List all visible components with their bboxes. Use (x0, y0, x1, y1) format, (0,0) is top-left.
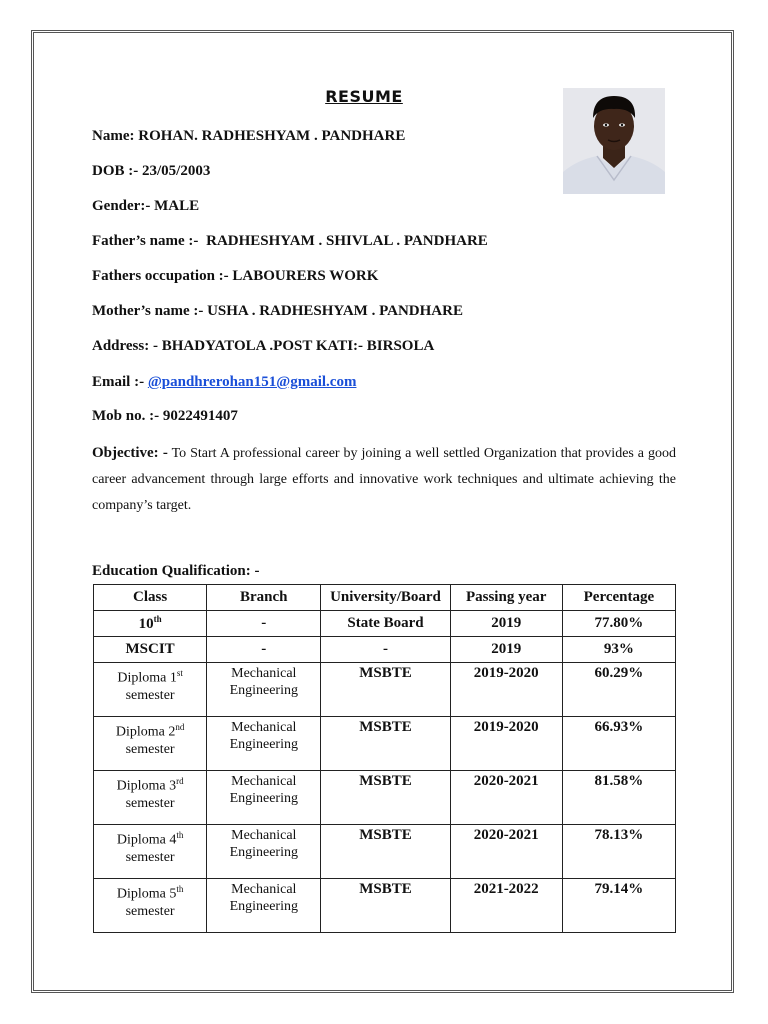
cell-branch (207, 611, 321, 637)
address-value: BHADYATOLA .POST KATI:- BIRSOLA (161, 338, 435, 354)
branch-text: Mechanical (231, 774, 297, 789)
class-text: Diploma 1 (117, 670, 177, 686)
header-university: University/Board (321, 585, 450, 611)
email-field (92, 374, 356, 391)
cell-board-text: MSBTE (359, 665, 412, 681)
cell-board (321, 825, 450, 879)
cell-class (94, 717, 207, 771)
cell-class (94, 879, 207, 933)
cell-percentage (562, 825, 675, 879)
class-text: Diploma 2 (115, 724, 176, 740)
profile-photo (563, 88, 665, 194)
cell-percentage (562, 663, 675, 717)
branch-text: - (261, 641, 267, 657)
cell-board (321, 879, 450, 933)
father-occupation-value: LABOURERS WORK (232, 268, 379, 284)
cell-year-text: 2019 (491, 615, 522, 631)
cell-class (94, 825, 207, 879)
cell-year (450, 611, 562, 637)
branch-text-line2: Engineering (229, 737, 298, 752)
cell-year-text: 2019-2020 (473, 719, 539, 735)
table-row (94, 879, 676, 933)
cell-percentage (562, 717, 675, 771)
class-ordinal: th (153, 614, 162, 624)
cell-class (94, 611, 207, 637)
cell-percentage-text: 60.29% (594, 665, 644, 681)
class-text: Diploma 5 (116, 886, 177, 902)
cell-board-text: State Board (347, 615, 424, 631)
education-table (93, 584, 676, 933)
class-text: MSCIT (125, 641, 175, 657)
cell-year-text: 2021-2022 (473, 881, 539, 897)
table-row (94, 663, 676, 717)
cell-percentage (562, 879, 675, 933)
table-row (94, 825, 676, 879)
cell-branch (207, 717, 321, 771)
header-branch: Branch (207, 585, 321, 611)
email-label: Email :- (92, 374, 145, 390)
address-field (92, 338, 434, 355)
cell-board-text: MSBTE (359, 881, 412, 897)
father-occupation-label: Fathers occupation :- (92, 268, 229, 284)
father-name-label: Father’s name :- (92, 233, 199, 249)
email-link[interactable]: @pandhrerohan151@gmail.com (147, 374, 357, 390)
branch-text: Mechanical (231, 666, 297, 681)
class-text: Diploma 3 (116, 778, 177, 794)
cell-year-text: 2019-2020 (473, 665, 539, 681)
gender-value: MALE (154, 198, 200, 214)
branch-text: - (261, 615, 267, 631)
mobile-label: Mob no. :- (92, 408, 160, 424)
cell-class (94, 637, 207, 663)
cell-percentage-text: 66.93% (594, 719, 644, 735)
cell-board (321, 717, 450, 771)
class-ordinal: rd (176, 776, 184, 786)
class-text-line2: semester (125, 849, 175, 865)
mother-name-field (92, 303, 463, 320)
education-title: Education Qualification: - (92, 563, 260, 579)
gender-field (92, 198, 199, 215)
cell-board (321, 611, 450, 637)
cell-board-text: MSBTE (359, 827, 412, 843)
dob-value: 23/05/2003 (142, 163, 211, 179)
cell-year (450, 637, 562, 663)
cell-year (450, 771, 562, 825)
branch-text: Mechanical (231, 828, 297, 843)
gender-label: Gender:- (92, 198, 151, 214)
branch-text: Mechanical (231, 720, 297, 735)
table-row (94, 717, 676, 771)
cell-percentage (562, 771, 675, 825)
branch-text: Mechanical (231, 882, 297, 897)
class-text-line2: semester (125, 795, 175, 811)
cell-year (450, 663, 562, 717)
cell-year-text: 2020-2021 (473, 773, 539, 789)
name-value: ROHAN. RADHESHYAM . PANDHARE (138, 128, 406, 144)
class-text-line2: semester (125, 687, 175, 703)
cell-percentage-text: 81.58% (594, 773, 644, 789)
class-ordinal: th (176, 830, 184, 840)
cell-branch (207, 771, 321, 825)
cell-percentage-text: 93% (603, 641, 634, 657)
cell-board-text: MSBTE (359, 773, 412, 789)
table-row (94, 611, 676, 637)
class-text-line2: semester (125, 741, 175, 757)
dob-label: DOB :- (92, 163, 139, 179)
cell-board (321, 637, 450, 663)
branch-text-line2: Engineering (229, 791, 298, 806)
name-label: Name: (92, 128, 135, 144)
cell-year (450, 879, 562, 933)
cell-year-text: 2020-2021 (473, 827, 539, 843)
objective-section (92, 440, 676, 519)
father-name-field (92, 233, 488, 250)
dob-field (92, 163, 210, 180)
class-ordinal: th (176, 884, 184, 894)
class-ordinal: st (176, 668, 183, 678)
class-text: 10 (138, 616, 154, 632)
header-class: Class (94, 585, 207, 611)
mother-name-value: USHA . RADHESHYAM . PANDHARE (207, 303, 463, 319)
cell-branch (207, 637, 321, 663)
cell-percentage (562, 611, 675, 637)
objective-label: Objective: - (92, 445, 168, 461)
cell-board-text: - (382, 641, 388, 657)
mobile-value: 9022491407 (162, 408, 238, 424)
cell-board (321, 771, 450, 825)
cell-board-text: MSBTE (359, 719, 412, 735)
branch-text-line2: Engineering (229, 899, 298, 914)
cell-percentage-text: 78.13% (594, 827, 644, 843)
cell-branch (207, 663, 321, 717)
resume-title: RESUME (325, 87, 403, 106)
cell-board (321, 663, 450, 717)
cell-year (450, 717, 562, 771)
header-percentage: Percentage (562, 585, 675, 611)
name-field (92, 128, 405, 145)
branch-text-line2: Engineering (229, 683, 298, 698)
objective-text: To Start A professional career by joining a well settled Organization that provides a good career advancement through large efforts and innovative work techniques and ultimate achieving the company’s target. (92, 446, 676, 513)
mother-name-label: Mother’s name :- (92, 303, 204, 319)
class-text: Diploma 4 (116, 832, 177, 848)
cell-class (94, 663, 207, 717)
father-name-value: RADHESHYAM . SHIVLAL . PANDHARE (206, 233, 488, 249)
father-occupation-field (92, 268, 378, 285)
education-table-body (94, 611, 676, 933)
table-row (94, 637, 676, 663)
cell-percentage (562, 637, 675, 663)
cell-percentage-text: 79.14% (594, 881, 644, 897)
cell-year (450, 825, 562, 879)
mobile-field (92, 408, 238, 425)
cell-year-text: 2019 (491, 641, 522, 657)
table-row (94, 771, 676, 825)
cell-branch (207, 879, 321, 933)
branch-text-line2: Engineering (229, 845, 298, 860)
cell-percentage-text: 77.80% (594, 615, 644, 631)
class-ordinal: nd (175, 722, 185, 732)
cell-branch (207, 825, 321, 879)
cell-class (94, 771, 207, 825)
class-text-line2: semester (125, 903, 175, 919)
address-label: Address: - (92, 338, 158, 354)
header-passing-year: Passing year (450, 585, 562, 611)
education-header-row (94, 585, 676, 611)
